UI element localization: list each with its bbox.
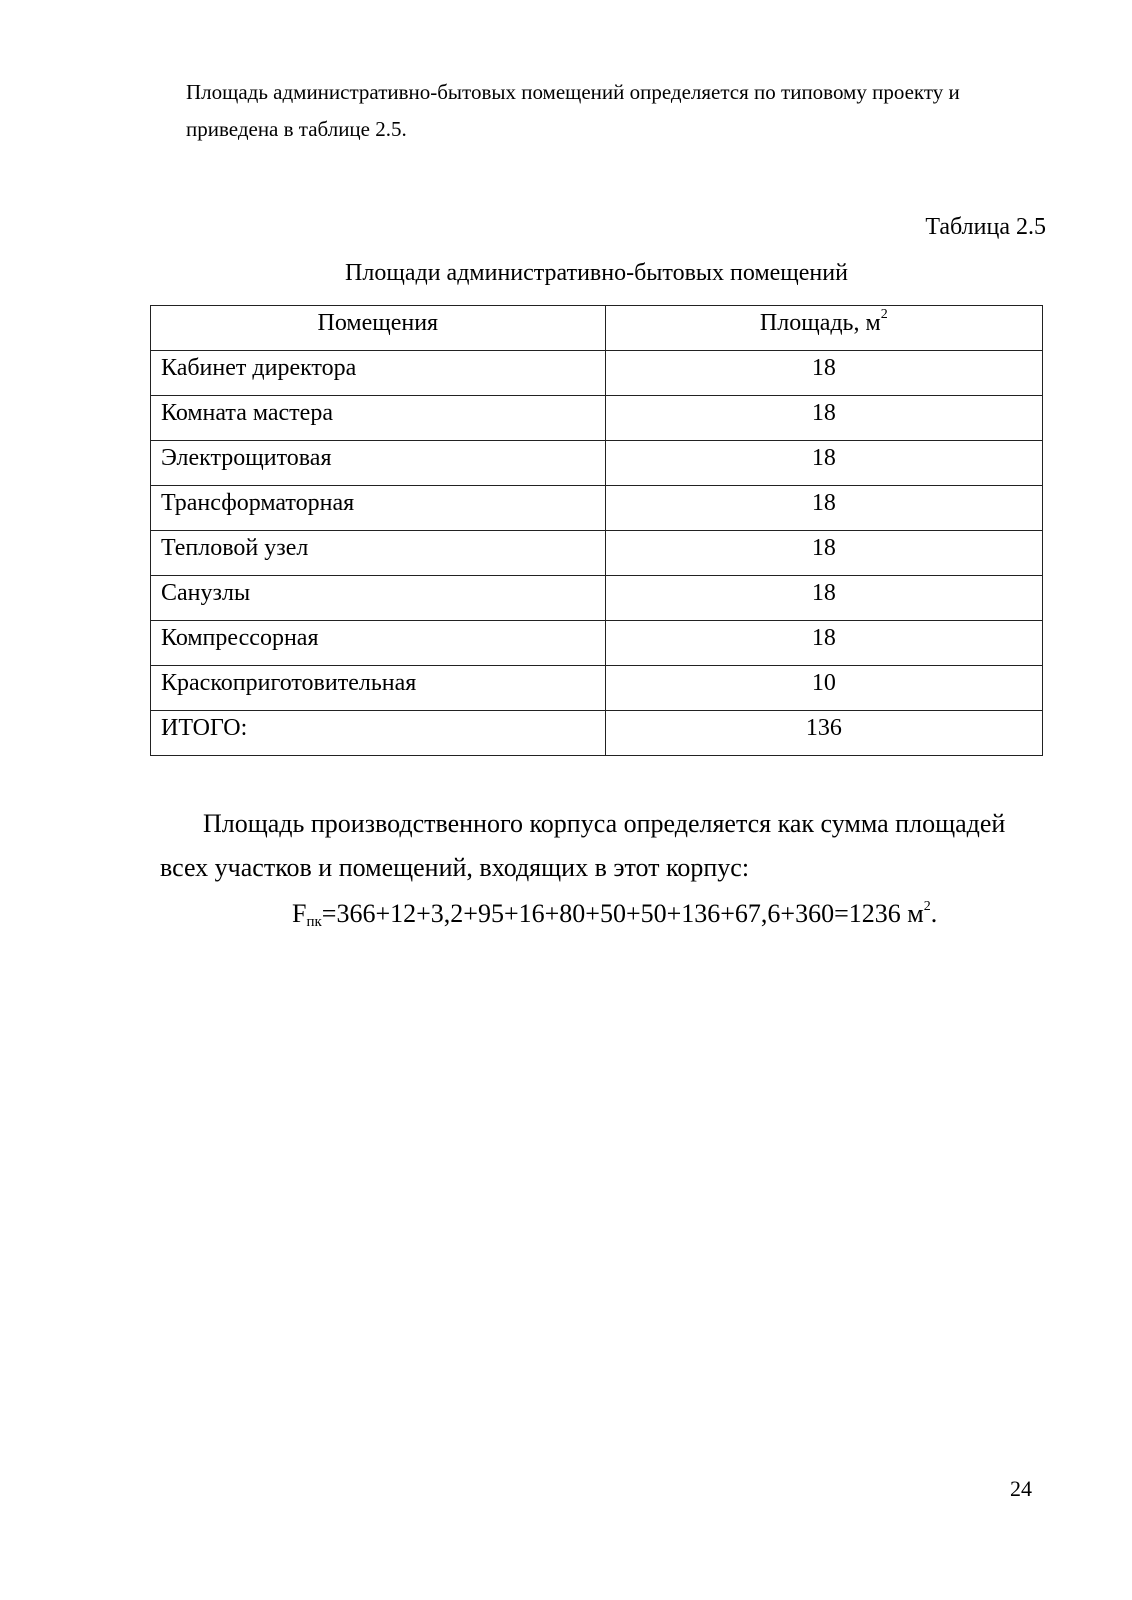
row-room: Краскоприготовительная [151, 666, 606, 711]
formula-subscript: пк [306, 914, 322, 930]
page-number: 24 [1010, 1476, 1032, 1501]
body-paragraph: Площадь производственного корпуса определяется как сумма площадей всех участков и помещений, входящих в этот корпус: [160, 809, 1006, 882]
header-area [605, 306, 1042, 351]
row-room: Трансформаторная [151, 486, 606, 531]
table-number: Таблица 2.5 [925, 214, 1046, 240]
table-row [151, 666, 1043, 711]
row-area: 10 [605, 666, 1042, 711]
table-row [151, 396, 1043, 441]
header-area-label: Площадь, м [759, 310, 881, 336]
table-row [151, 351, 1043, 396]
row-area: 18 [605, 396, 1042, 441]
row-room: Комната мастера [151, 396, 606, 441]
row-area: 18 [605, 351, 1042, 396]
table-row [151, 576, 1043, 621]
formula-expression: =366+12+3,2+95+16+80+50+50+136+67,6+360=1236 м [321, 899, 924, 928]
row-room: Санузлы [151, 576, 606, 621]
table-row [151, 486, 1043, 531]
row-area: 18 [605, 486, 1042, 531]
row-area: 18 [605, 621, 1042, 666]
intro-line-1: Площадь административно-бытовых помещений определяется по типовому проекту и [186, 80, 960, 104]
header-area-sup: 2 [880, 307, 888, 322]
intro-line-2: приведена в таблице 2.5. [186, 117, 407, 141]
row-room: Кабинет директора [151, 351, 606, 396]
table-row [151, 441, 1043, 486]
row-area: 18 [605, 531, 1042, 576]
table-row [151, 621, 1043, 666]
area-formula [292, 897, 937, 939]
formula-symbol: F [292, 899, 307, 928]
table-title: Площади административно-бытовых помещений [345, 260, 848, 286]
formula-end: . [930, 899, 938, 928]
table-total-row [151, 711, 1043, 756]
total-value: 136 [605, 711, 1042, 756]
areas-table [150, 305, 1043, 756]
table-header-row [151, 306, 1043, 351]
formula-sup: 2 [923, 899, 931, 914]
row-room: Электрощитовая [151, 441, 606, 486]
row-room: Компрессорная [151, 621, 606, 666]
row-area: 18 [605, 576, 1042, 621]
header-room: Помещения [151, 306, 606, 351]
intro-paragraph [186, 74, 1046, 148]
row-room: Тепловой узел [151, 531, 606, 576]
total-label: ИТОГО: [151, 711, 606, 756]
row-area: 18 [605, 441, 1042, 486]
table-row [151, 531, 1043, 576]
